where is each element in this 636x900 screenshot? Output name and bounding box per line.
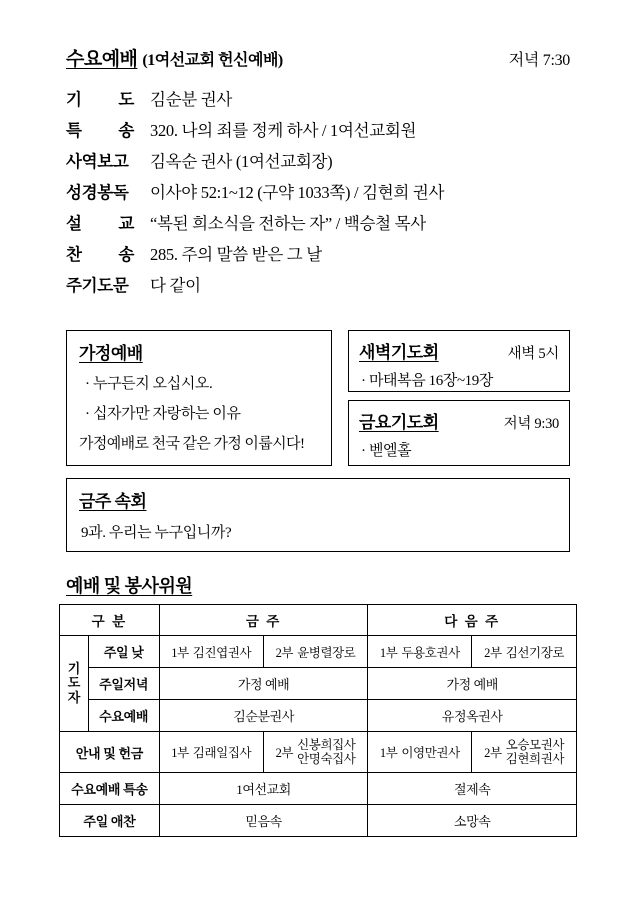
table-row	[60, 636, 577, 668]
order-row	[66, 272, 576, 303]
weekly-class-title: 금주 속회	[79, 492, 147, 511]
service-time: 저녁 7:30	[508, 52, 570, 69]
dawn-prayer-box	[348, 330, 570, 392]
order-row	[66, 117, 576, 148]
committee-table	[59, 604, 577, 837]
person-name: 김진엽권사	[192, 645, 252, 660]
order-value: “복된 희소식을 전하는 자” / 백승철 목사	[150, 214, 426, 233]
order-value: 다 같이	[150, 276, 201, 295]
row-label: 안내 및 헌금	[60, 732, 160, 773]
person-name: 김래일집사	[192, 746, 252, 760]
friday-prayer-title: 금요기도회	[359, 413, 439, 432]
row-label: 주일저녁	[88, 668, 159, 700]
order-label-second: 송	[118, 245, 134, 264]
order-value: 285. 주의 말씀 받은 그 날	[150, 245, 322, 264]
person-name: 윤병렬장로	[297, 645, 356, 660]
home-worship-item: · 누구든지 오십시오.	[85, 372, 319, 393]
person-name: 신봉희집사 안명숙집사	[297, 737, 356, 766]
weekly-class-line: 9과. 우리는 누구입니까?	[81, 525, 232, 541]
cell-next-week-part2	[472, 636, 577, 668]
order-label-second: 교	[118, 214, 134, 233]
order-label-second: 송	[118, 121, 134, 140]
row-group-prayer-leader: 기 도 자	[60, 636, 89, 732]
order-row	[66, 241, 576, 272]
person-name: 오승모권사 김현희권사	[505, 737, 565, 766]
part-label: 1부	[379, 746, 398, 760]
cell-this-week: 가정 예배	[159, 668, 368, 700]
cell-this-week: 김순분권사	[159, 700, 368, 732]
order-row	[66, 86, 576, 117]
home-worship-box	[66, 330, 332, 466]
home-worship-closing: 가정예배로 천국 같은 가정 이룹시다!	[79, 436, 305, 452]
table-row	[60, 668, 577, 700]
friday-prayer-time: 저녁 9:30	[503, 416, 559, 432]
dawn-prayer-item: · 마태복음 16장~19장	[361, 369, 559, 390]
service-subtitle: (1여선교회 헌신예배)	[142, 52, 283, 69]
order-row	[66, 148, 576, 179]
dawn-prayer-head	[359, 338, 559, 363]
order-label	[66, 117, 150, 141]
friday-prayer-head	[359, 408, 559, 433]
cell-next-week: 절제속	[368, 773, 577, 805]
order-label: 사역보고	[66, 152, 129, 171]
cell-this-week-part2	[263, 636, 368, 668]
service-title-group	[66, 44, 283, 71]
order-label-first: 기	[66, 90, 82, 109]
order-value: 김옥순 권사 (1여선교회장)	[150, 152, 333, 171]
order-value: 김순분 권사	[150, 90, 233, 109]
order-row	[66, 210, 576, 241]
order-value: 이사야 52:1~12 (구약 1033쪽) / 김현희 권사	[150, 183, 445, 202]
dawn-prayer-time: 새벽 5시	[507, 346, 559, 362]
cell-next-week-part2	[472, 732, 577, 773]
table-row	[60, 732, 577, 773]
order-value: 320. 나의 죄를 정케 하사 / 1여선교회원	[150, 121, 417, 140]
home-worship-title: 가정예배	[79, 344, 143, 363]
part-label: 2부	[484, 645, 502, 660]
home-worship-item: · 십자가만 자랑하는 이유	[85, 402, 319, 423]
person-name: 이영만권사	[401, 746, 460, 760]
cell-next-week-part1	[368, 636, 472, 668]
part-label: 1부	[171, 645, 189, 660]
person-name: 두용호권사	[401, 645, 460, 660]
cell-next-week: 가정 예배	[368, 668, 577, 700]
part-label: 1부	[171, 746, 189, 760]
cell-this-week: 믿음속	[159, 805, 368, 837]
person-name: 김선기장로	[505, 645, 565, 660]
cell-this-week-part2	[263, 732, 368, 773]
part-label: 2부	[484, 746, 502, 760]
order-label: 성경봉독	[66, 183, 129, 202]
cell-next-week: 유정옥권사	[368, 700, 577, 732]
row-label: 주일 낮	[88, 636, 159, 668]
cell-this-week: 1여선교회	[159, 773, 368, 805]
cell-this-week-part1	[159, 732, 263, 773]
col-header-this-week: 금 주	[159, 605, 368, 636]
part-label: 2부	[275, 746, 294, 760]
order-label-first: 찬	[66, 245, 82, 264]
part-label: 1부	[379, 645, 398, 660]
cell-this-week-part1	[159, 636, 263, 668]
service-header	[66, 44, 570, 71]
service-title: 수요예배	[66, 49, 138, 70]
order-label-first: 특	[66, 121, 82, 140]
friday-prayer-item: · 벧엘홀	[361, 439, 559, 460]
part-label: 2부	[275, 645, 294, 660]
order-label: 주기도문	[66, 276, 129, 295]
table-row	[60, 773, 577, 805]
table-row	[60, 700, 577, 732]
row-label: 수요예배 특송	[60, 773, 160, 805]
order-label	[66, 241, 150, 265]
cell-next-week-part1	[368, 732, 472, 773]
row-label: 주일 애찬	[60, 805, 160, 837]
friday-prayer-box	[348, 400, 570, 466]
table-row	[60, 805, 577, 837]
order-label	[66, 210, 150, 234]
order-of-worship	[66, 86, 576, 303]
dawn-prayer-title: 새벽기도회	[359, 343, 439, 362]
table-header-row	[60, 605, 577, 636]
weekly-class-box	[66, 478, 570, 552]
col-header-category: 구 분	[60, 605, 160, 636]
committee-heading: 예배 및 봉사위원	[66, 576, 193, 596]
col-header-next-week: 다 음 주	[368, 605, 577, 636]
cell-next-week: 소망속	[368, 805, 577, 837]
order-label-second: 도	[118, 90, 134, 109]
order-label	[66, 86, 150, 110]
row-label: 수요예배	[88, 700, 159, 732]
order-label-first: 설	[66, 214, 82, 233]
order-row	[66, 179, 576, 210]
